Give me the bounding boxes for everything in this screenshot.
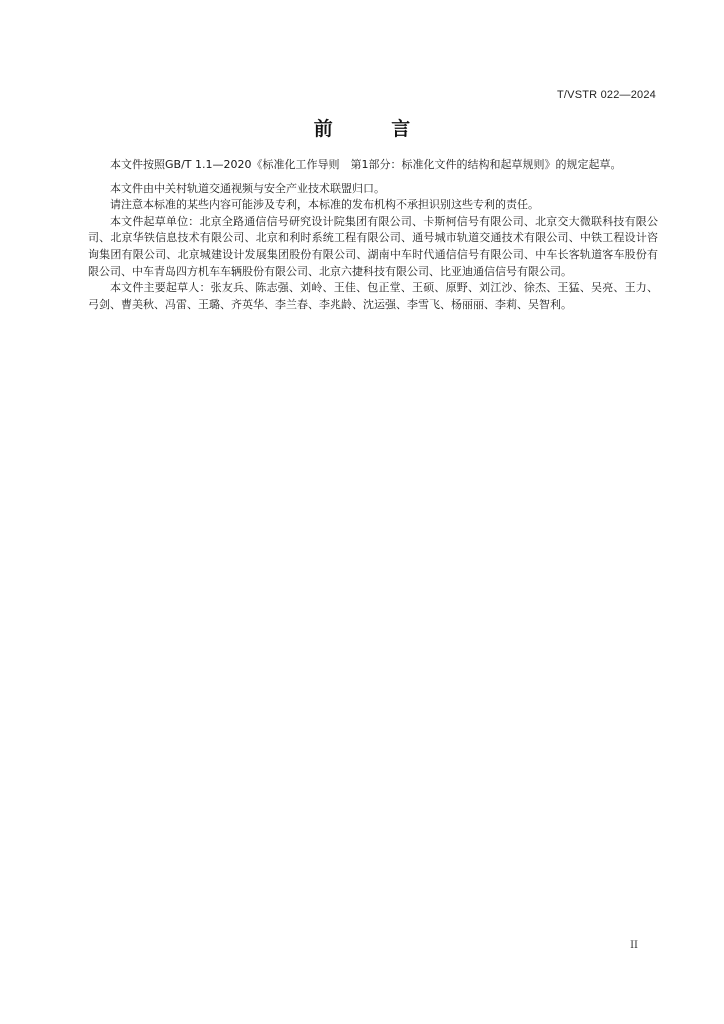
paragraph-drafters: 本文件主要起草人：张友兵、陈志强、刘岭、王佳、包正堂、王硕、原野、刘江沙、徐杰、王猛、吴亮、王力、弓剑、曹美秋、冯雷、王璐、齐英华、李兰春、李兆龄、沈运强、李雪飞、杨丽丽、李莉、吴智利。 [88,281,658,311]
paragraph-drafting-units: 本文件起草单位：北京全路通信信号研究设计院集团有限公司、卡斯柯信号有限公司、北京交大微联科技有限公司、北京华铁信息技术有限公司、北京和利时系统工程有限公司、通号城市轨道交通技术有限公司、中铁工程设计咨询集团有限公司、北京城建设计发展集团股份有限公司、湖南中车时代通信信号有限公司、中车长客轨道客车股份有限公司、中车青岛四方机车车辆股份有限公司、北京六捷科技有限公司、比亚迪通信信号有限公司。 [88,214,658,278]
paragraph-patent-notice: 请注意本标准的某些内容可能涉及专利，本标准的发布机构不承担识别这些专利的责任。 [110,198,539,212]
document-code: T/VSTR 022—2024 [557,89,656,101]
page-number: II [630,940,638,951]
page-title: 前 言 [313,118,437,140]
foreword-body [88,157,658,313]
paragraph-drafting-basis: 本文件按照GB/T 1.1—2020《标准化工作导则 第1部分：标准化文件的结构和起草规则》的规定起草。 [110,158,622,171]
paragraph-administration: 本文件由中关村轨道交通视频与安全产业技术联盟归口。 [110,181,385,195]
